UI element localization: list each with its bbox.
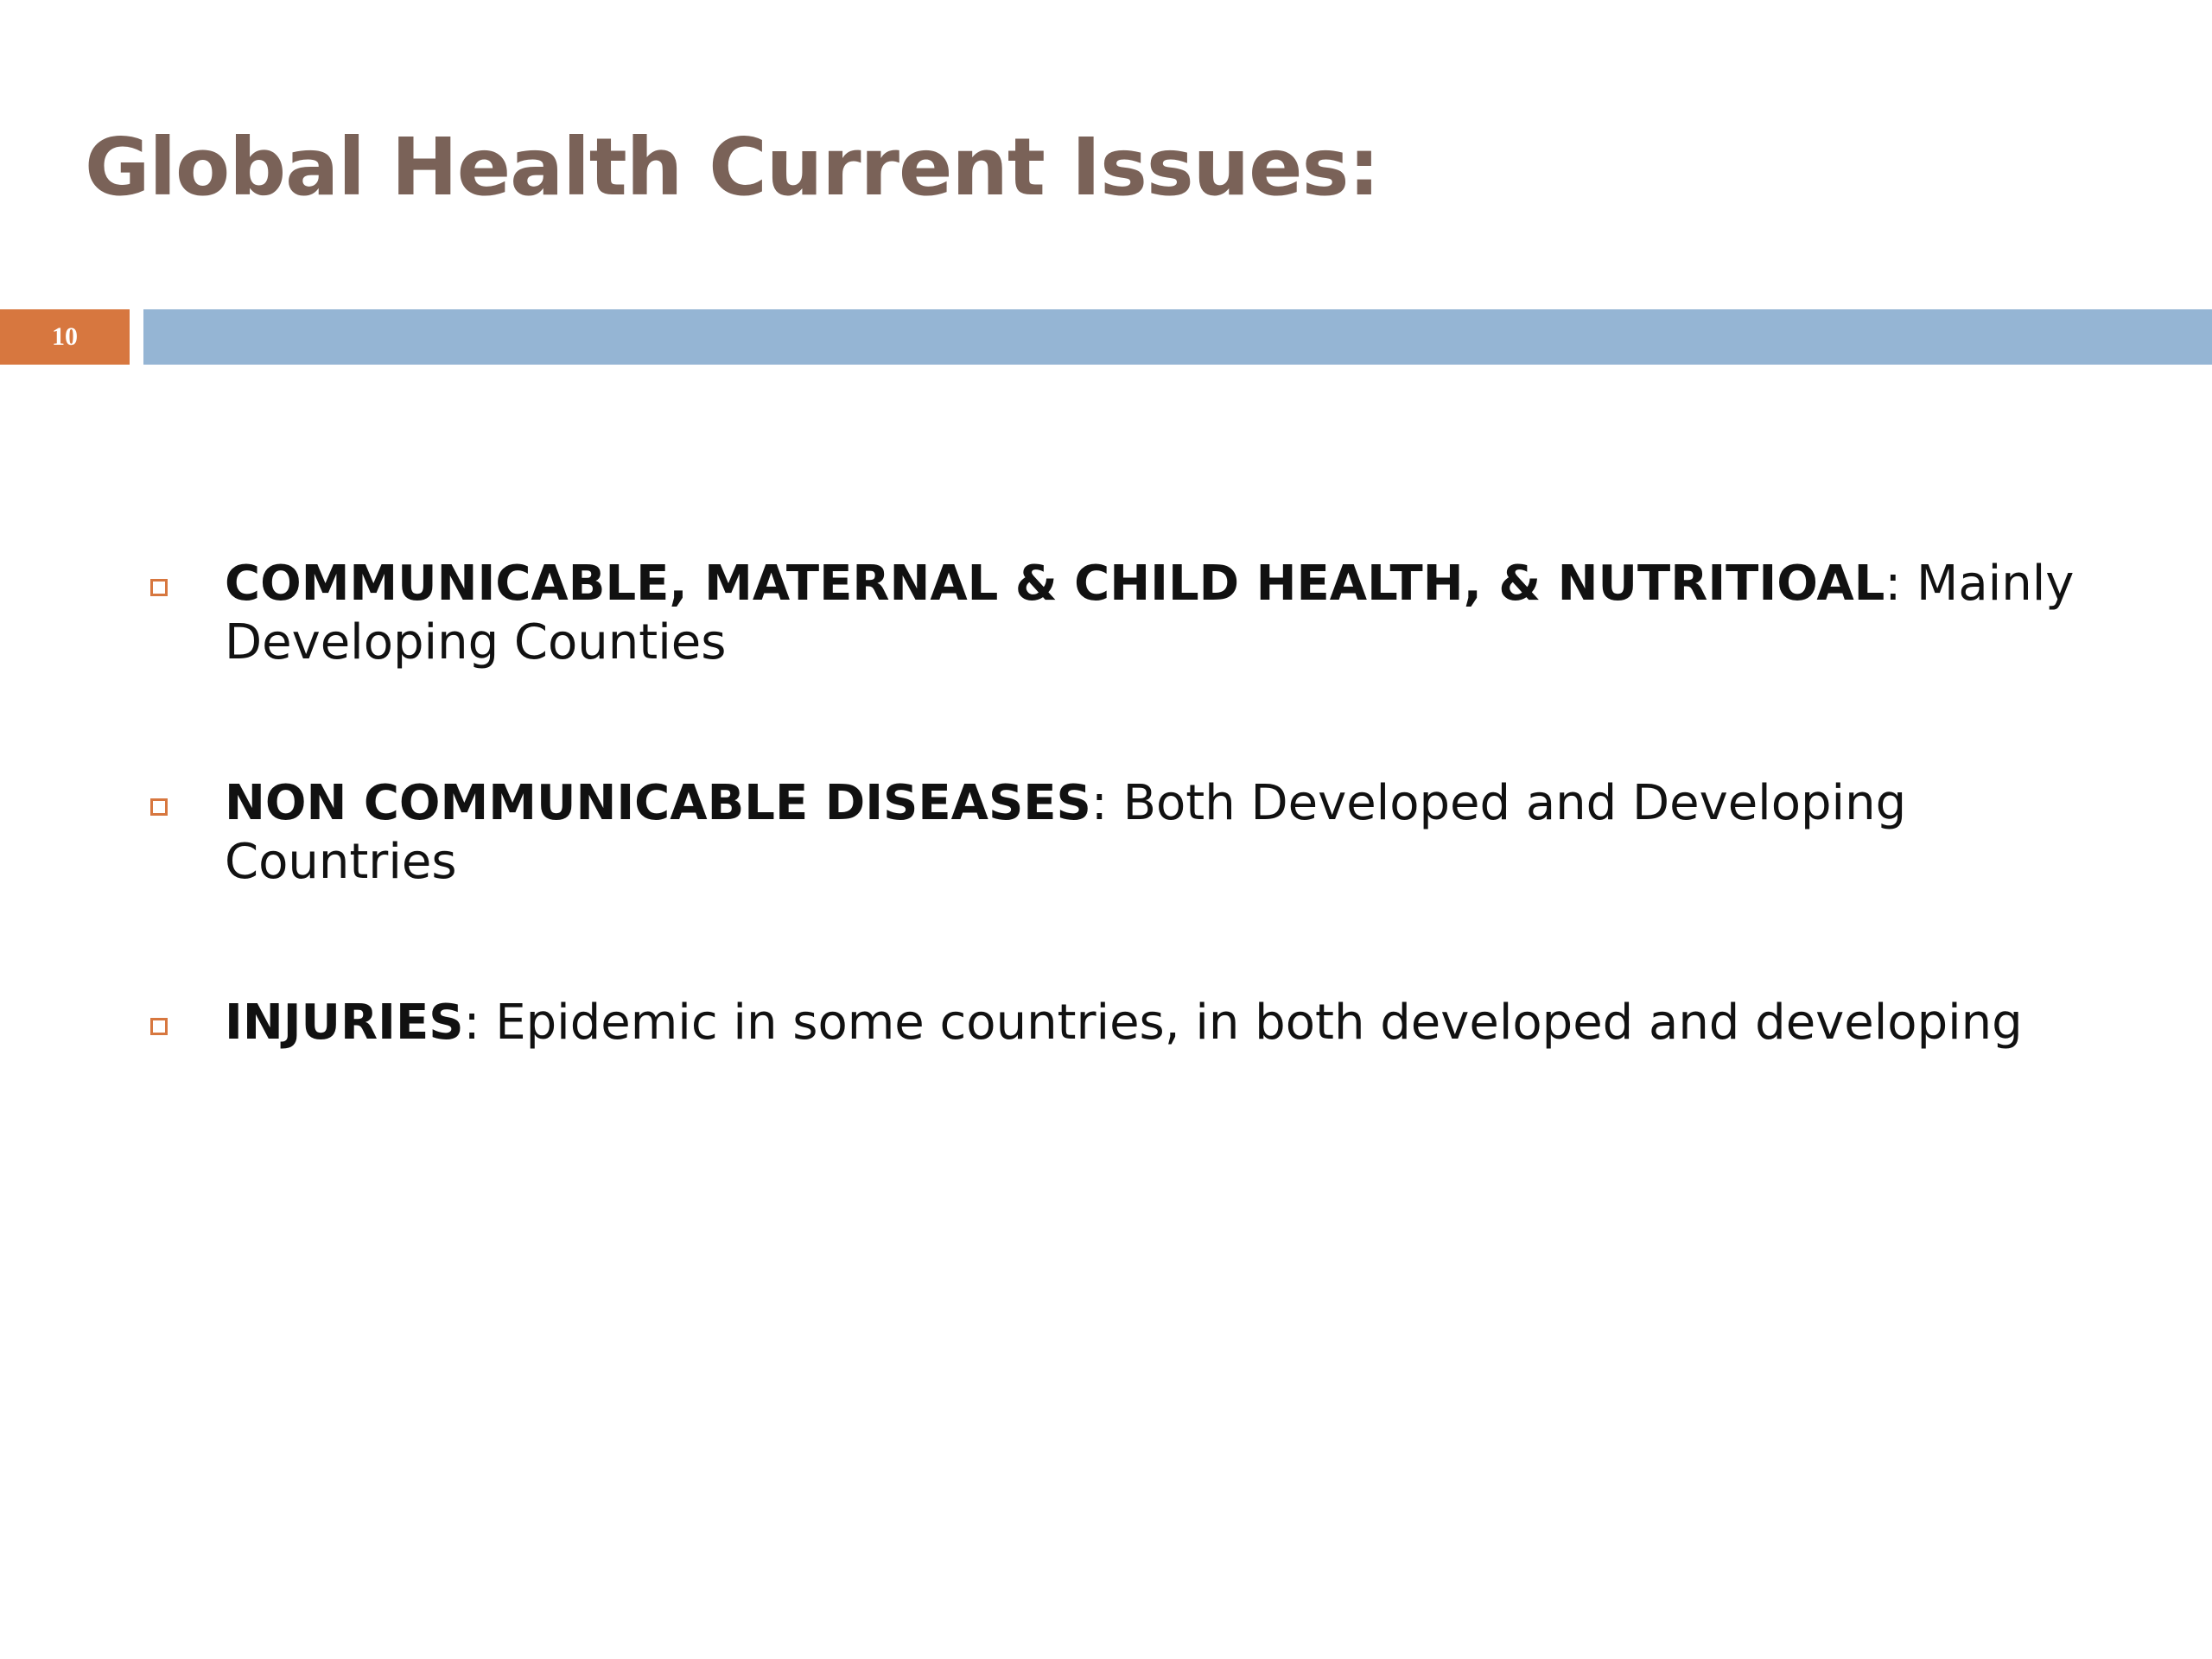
bullet-item xyxy=(145,774,2081,892)
bullet-description: Epidemic in some countries, in both developed and developing xyxy=(480,995,2023,1051)
title-divider-bar xyxy=(143,309,2212,365)
bullet-term: NON COMMUNICABLE DISEASES xyxy=(225,775,1091,831)
bullet-term: INJURIES xyxy=(225,995,464,1051)
bullet-item xyxy=(145,555,2081,672)
hollow-square-bullet-icon xyxy=(150,579,168,596)
slide-title: Global Health Current Issues: xyxy=(85,121,1380,213)
bullet-item xyxy=(145,994,2081,1052)
bullet-term: COMMUNICABLE, MATERNAL & CHILD HEALTH, & NUTRITIOAL xyxy=(225,556,1885,612)
bullet-separator: : xyxy=(1885,556,1902,612)
bullet-separator: : xyxy=(1090,775,1108,831)
hollow-square-bullet-icon xyxy=(150,798,168,816)
hollow-square-bullet-icon xyxy=(150,1018,168,1035)
bullet-separator: : xyxy=(463,995,480,1051)
slide-number: 10 xyxy=(52,322,78,351)
bullet-list xyxy=(145,555,2081,1052)
bullet-description: Both Developed and Developing Countries xyxy=(225,775,1907,890)
slide-number-badge xyxy=(0,309,130,365)
bullet-description: Mainly Developing Counties xyxy=(225,556,2075,671)
